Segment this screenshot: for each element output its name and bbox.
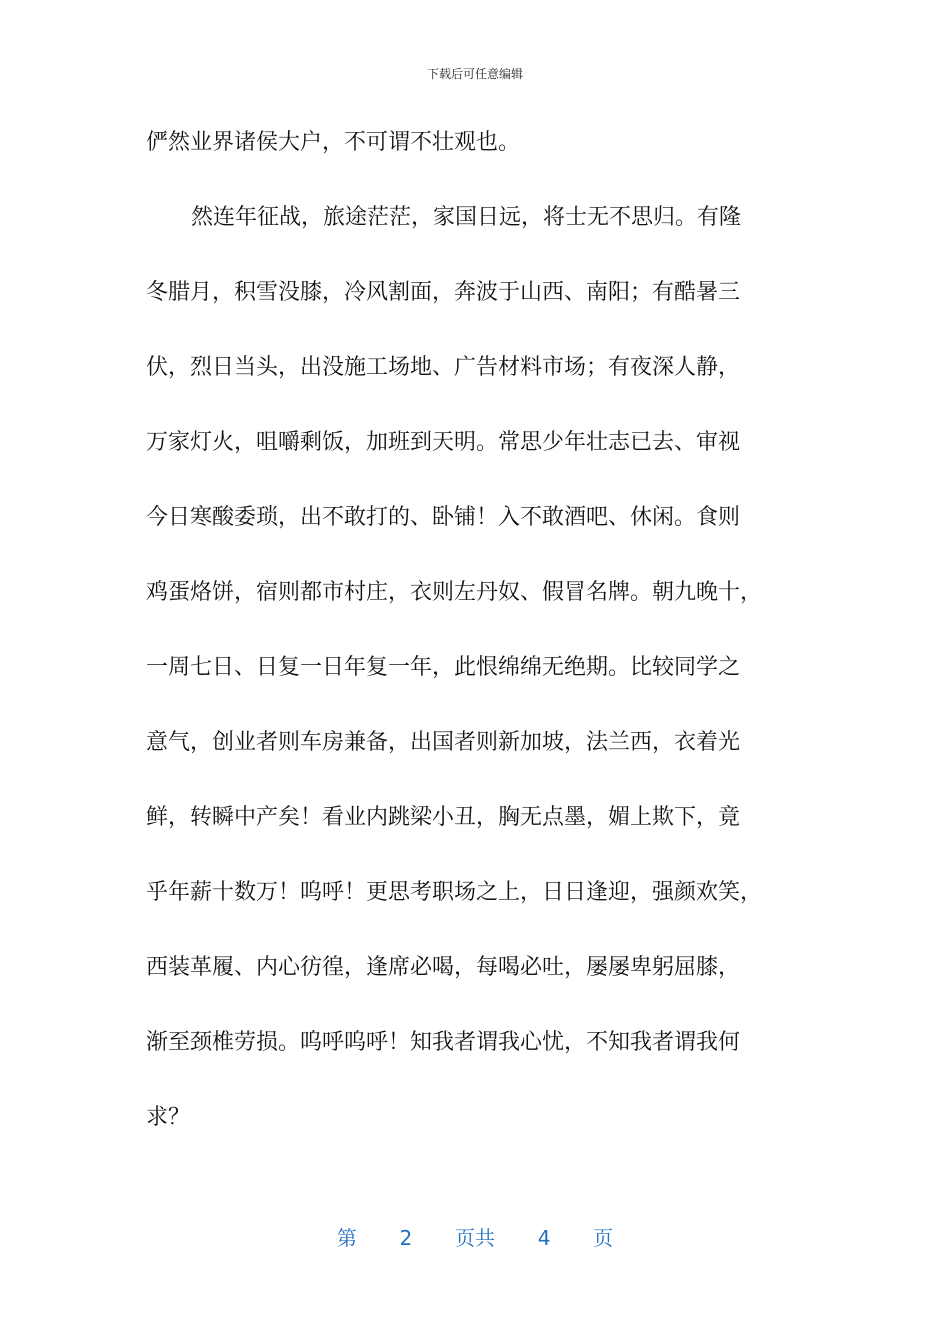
document-body: [146, 105, 816, 1155]
body-line: 乎年薪十数万！呜呼！更思考职场之上，日日逢迎，强颜欢笑，: [146, 880, 763, 905]
body-line: 万家灯火，咀嚼剩饭，加班到天明。常思少年壮志已去、审视: [146, 430, 741, 455]
body-line: 俨然业界诸侯大户，不可谓不壮观也。: [146, 130, 521, 155]
body-line: 一周七日、日复一日年复一年，此恨绵绵无绝期。比较同学之: [146, 655, 741, 680]
footer-prefix: 第: [336, 1226, 357, 1250]
footer-total-pages: 4: [537, 1226, 551, 1250]
body-line: 鲜，转瞬中产矣！看业内跳梁小丑，胸无点墨，媚上欺下，竟: [146, 805, 741, 830]
page-number-footer: [0, 1224, 950, 1252]
footer-middle: 页共: [455, 1226, 495, 1250]
page-header-note: 下载后可任意编辑: [426, 67, 523, 81]
body-line: 冬腊月，积雪没膝，冷风割面，奔波于山西、南阳；有酷暑三: [146, 280, 741, 305]
body-line: 渐至颈椎劳损。呜呼呜呼！知我者谓我心忧，不知我者谓我何: [146, 1030, 741, 1055]
footer-current-page: 2: [399, 1226, 413, 1250]
body-line: 西装革履、内心彷徨，逢席必喝，每喝必吐，屡屡卑躬屈膝，: [146, 955, 741, 980]
body-line: 伏，烈日当头，出没施工场地、广告材料市场；有夜深人静，: [146, 355, 741, 380]
footer-suffix: 页: [593, 1226, 614, 1250]
body-line: 鸡蛋烙饼，宿则都市村庄，衣则左丹奴、假冒名牌。朝九晚十，: [146, 580, 763, 605]
body-line: 今日寒酸委琐，出不敢打的、卧铺！入不敢酒吧、休闲。食则: [146, 505, 741, 530]
body-line: 然连年征战，旅途茫茫，家国日远，将士无不思归。有隆: [191, 205, 742, 230]
body-line: 意气，创业者则车房兼备，出国者则新加坡，法兰西，衣着光: [146, 730, 741, 755]
body-line: 求？: [146, 1105, 191, 1130]
